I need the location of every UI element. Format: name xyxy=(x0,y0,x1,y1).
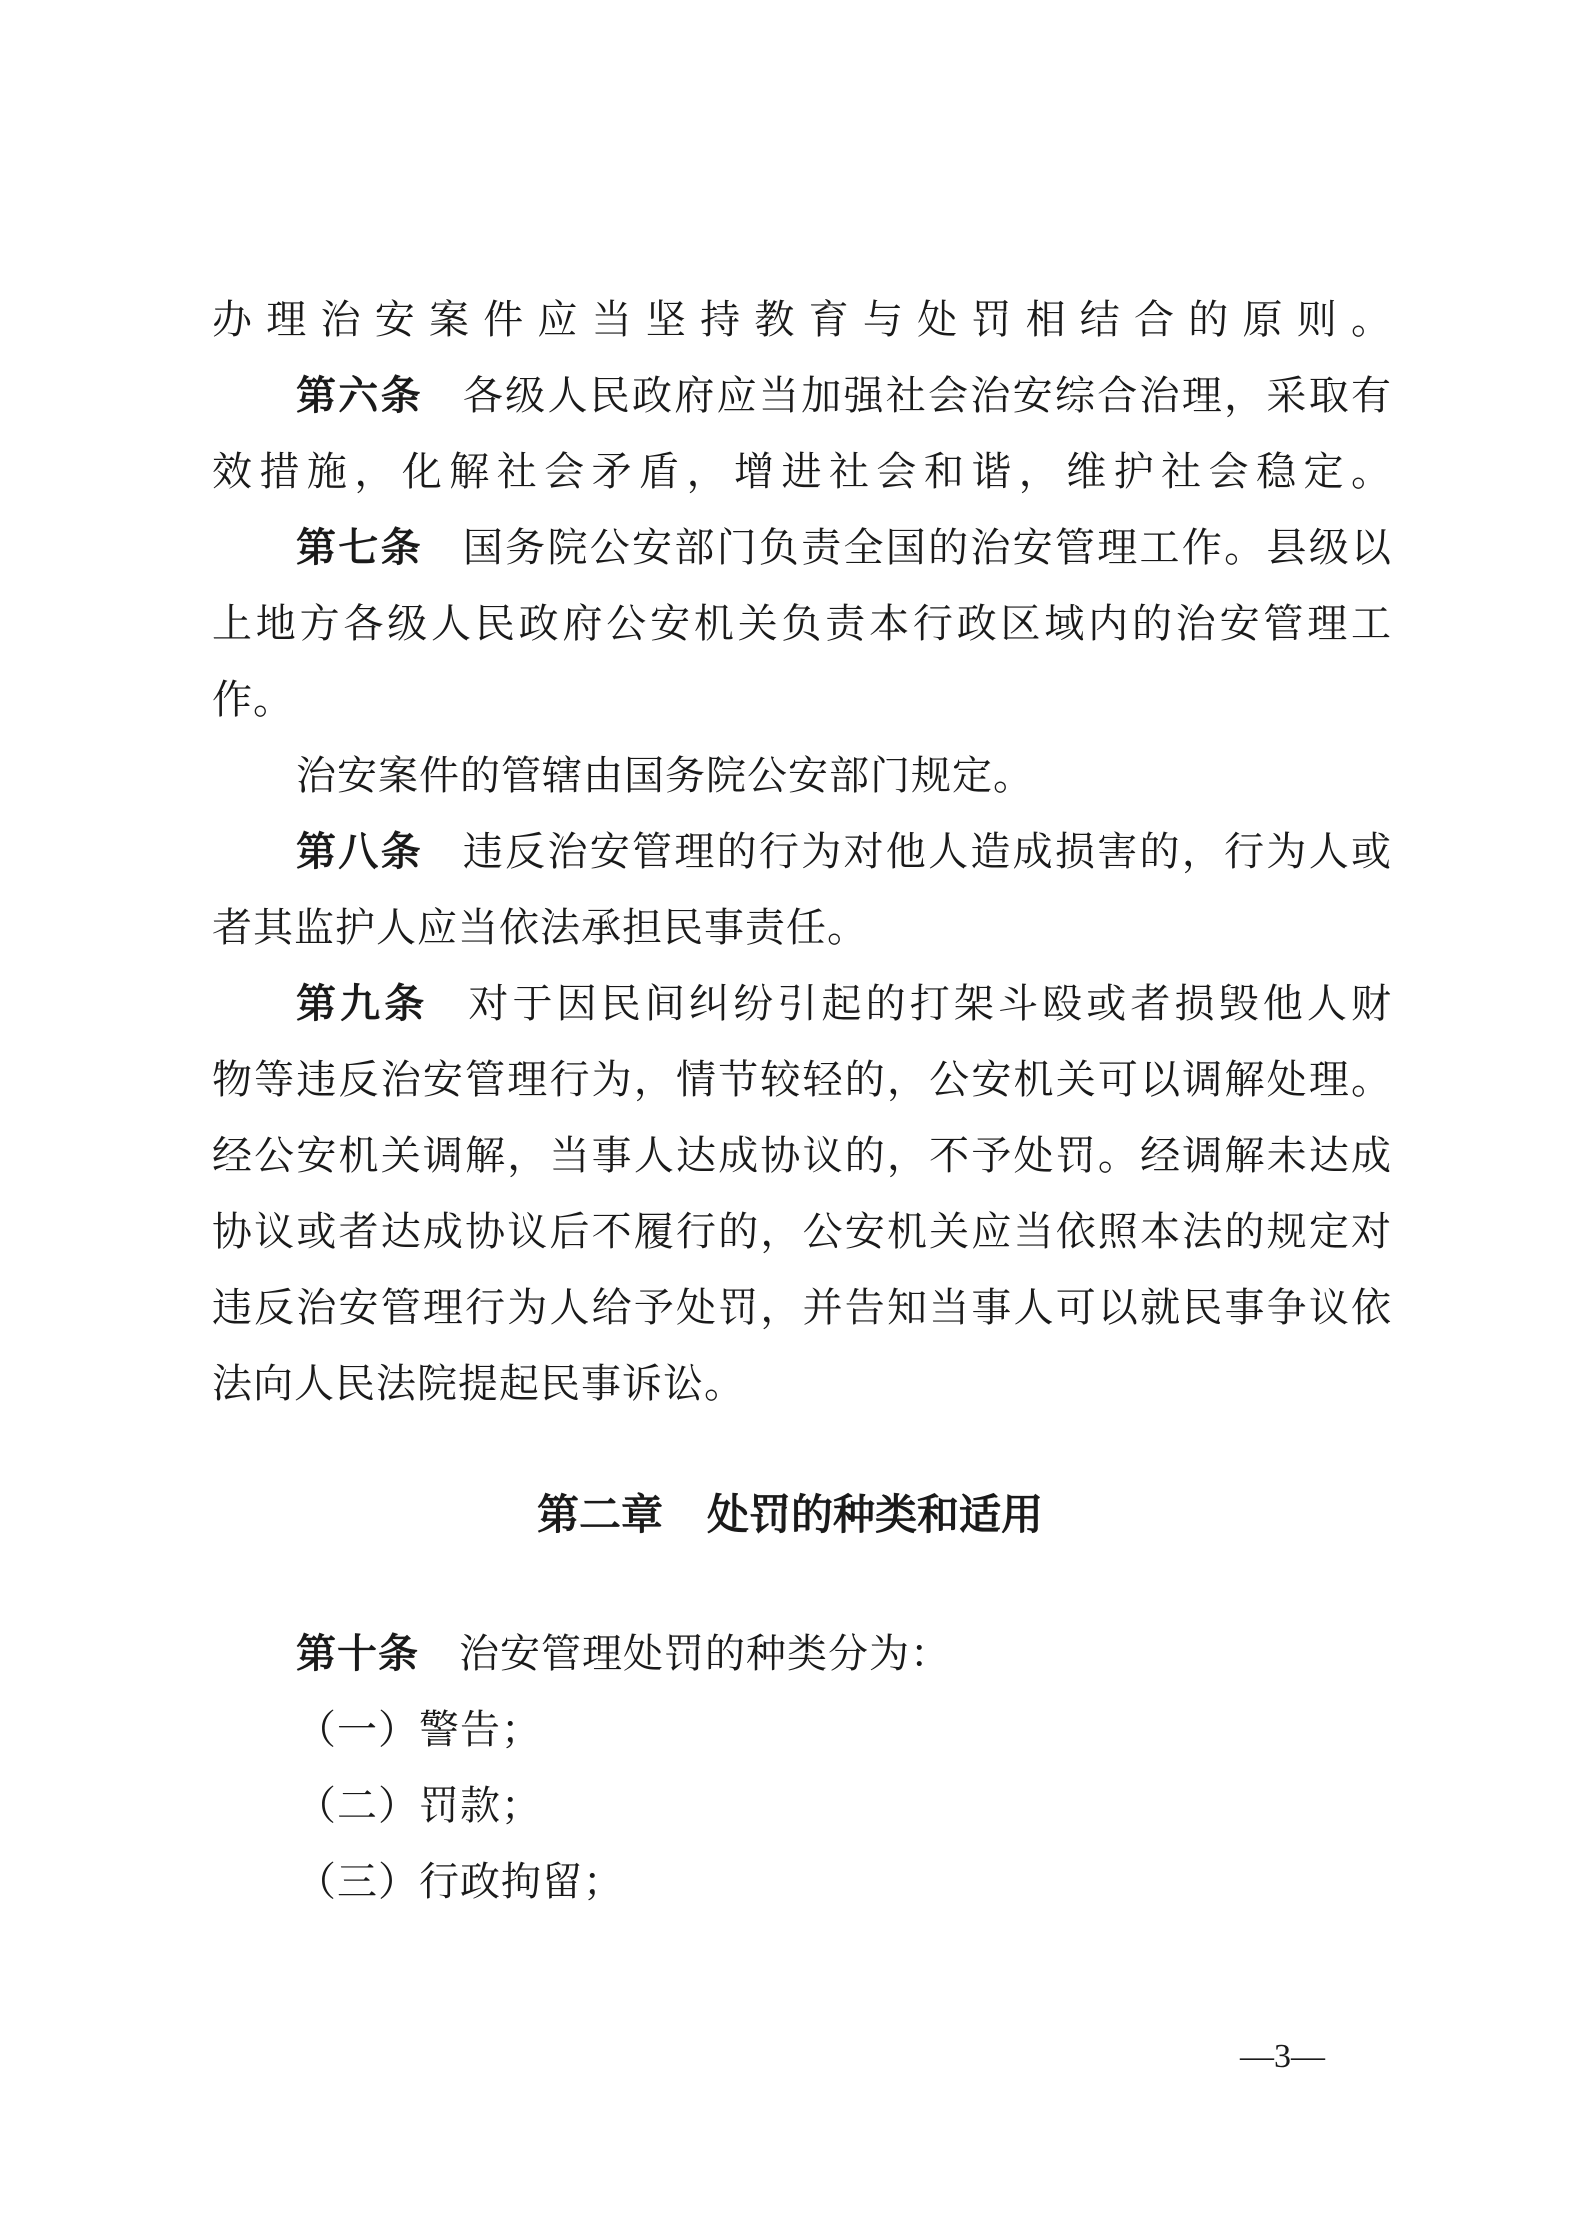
text-segment: 作。 xyxy=(212,677,294,723)
paragraph-line xyxy=(296,753,1392,799)
article-9-line xyxy=(296,981,1393,1027)
text-segment: 办理治安案件应当坚持教育与处罚相结合的原则。 xyxy=(212,297,1392,343)
paragraph-line xyxy=(212,1133,1392,1179)
text-segment: 效措施，化解社会矛盾，增进社会和谐，维护社会稳定。 xyxy=(212,449,1392,495)
text-segment: 治安案件的管辖由国务院公安部门规定。 xyxy=(296,753,1034,799)
list-item xyxy=(296,1783,542,1829)
text-segment: 违反治安管理行为人给予处罚，并告知当事人可以就民事争议依 xyxy=(212,1285,1392,1331)
list-item-text: （三）行政拘留； xyxy=(296,1859,624,1905)
text-segment: 国务院公安部门负责全国的治安管理工作。县级以 xyxy=(462,525,1392,571)
article-8-label: 第八条 xyxy=(296,829,423,875)
paragraph-line xyxy=(212,449,1392,495)
paragraph-line xyxy=(212,297,1392,343)
text-segment: 者其监护人应当依法承担民事责任。 xyxy=(212,905,868,951)
list-item xyxy=(296,1707,542,1753)
article-6-line xyxy=(296,373,1392,419)
article-10-label: 第十条 xyxy=(296,1631,419,1677)
chapter-title: 处罚的种类和适用 xyxy=(707,1490,1044,1539)
list-item xyxy=(296,1859,624,1905)
text-segment: 违反治安管理的行为对他人造成损害的，行为人或 xyxy=(462,829,1392,875)
text-segment: 物等违反治安管理行为，情节较轻的，公安机关可以调解处理。 xyxy=(212,1057,1392,1103)
text-segment: 治安管理处罚的种类分为： xyxy=(459,1631,951,1677)
text-segment: 对于因民间纠纷引起的打架斗殴或者损毁他人财 xyxy=(468,981,1393,1027)
paragraph-line xyxy=(212,677,1392,723)
article-6-label: 第六条 xyxy=(296,373,423,419)
paragraph-line xyxy=(212,601,1392,647)
article-7-label: 第七条 xyxy=(296,525,423,571)
article-10-line xyxy=(296,1631,951,1677)
article-9-label: 第九条 xyxy=(296,981,429,1027)
list-item-text: （二）罚款； xyxy=(296,1783,542,1829)
text-segment: 上地方各级人民政府公安机关负责本行政区域内的治安管理工 xyxy=(212,601,1392,647)
paragraph-line xyxy=(212,1285,1392,1331)
text-segment: 各级人民政府应当加强社会治安综合治理，采取有 xyxy=(462,373,1392,419)
page-number: —3— xyxy=(1240,2038,1325,2075)
chapter-heading xyxy=(0,1490,1580,1539)
list-item-text: （一）警告； xyxy=(296,1707,542,1753)
paragraph-line xyxy=(212,1209,1392,1255)
article-8-line xyxy=(296,829,1392,875)
paragraph-line xyxy=(212,905,1392,951)
text-segment: 法向人民法院提起民事诉讼。 xyxy=(212,1361,745,1407)
paragraph-line xyxy=(212,1361,1392,1407)
article-7-line xyxy=(296,525,1392,571)
text-segment: 经公安机关调解，当事人达成协议的，不予处罚。经调解未达成 xyxy=(212,1133,1392,1179)
paragraph-line xyxy=(212,1057,1392,1103)
chapter-number: 第二章 xyxy=(536,1490,663,1539)
text-segment: 协议或者达成协议后不履行的，公安机关应当依照本法的规定对 xyxy=(212,1209,1392,1255)
